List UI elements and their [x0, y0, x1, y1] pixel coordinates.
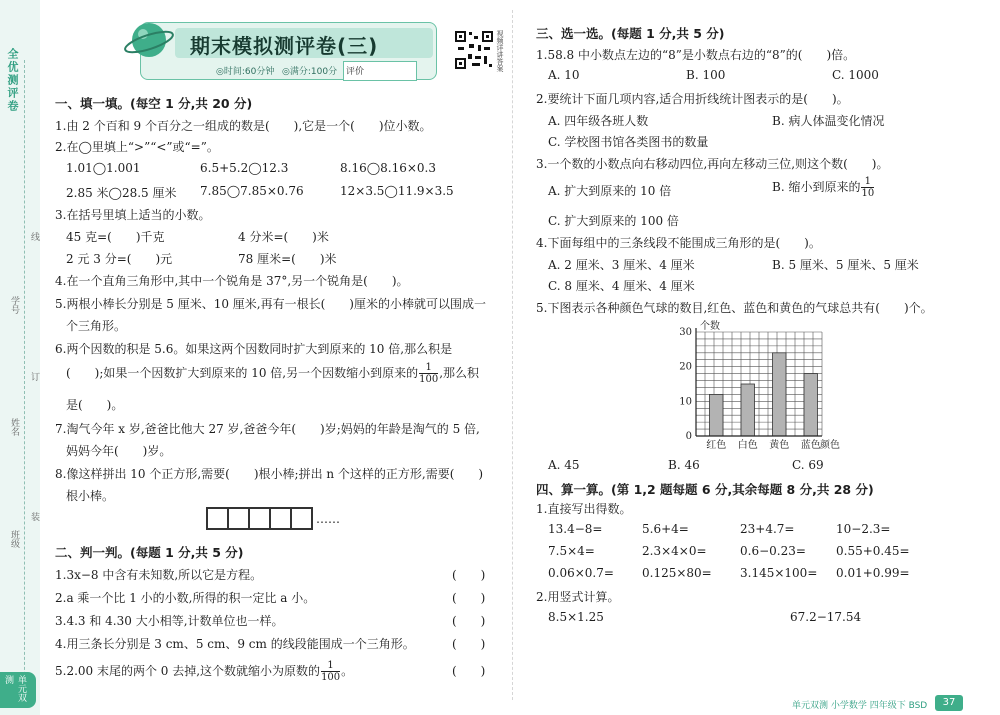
q1-2-item-2: 6.5+5.2◯12.3 — [200, 161, 289, 175]
square — [269, 507, 292, 530]
bar-红色 — [710, 394, 724, 436]
mc-q1-opt-c[interactable]: C. 1000 — [832, 68, 879, 82]
planet-icon — [123, 14, 175, 66]
tf-answer-2[interactable]: ( ) — [452, 591, 486, 605]
tf-item-5: 5.2.00 末尾的两个 0 去掉,这个数就缩小为原数的 $\frac{1}{100}$ 。 — [55, 660, 354, 683]
mc-q3-opt-b[interactable]: B. 缩小到原来的 $\frac{1}{10}$ — [772, 176, 875, 199]
vertical-calc-2: 67.2−17.54 — [790, 610, 862, 624]
name-field-label: 姓名 — [9, 418, 19, 436]
series-badge — [0, 672, 36, 708]
squares-ellipsis: …… — [316, 512, 340, 526]
x-tick-label: 蓝色 — [800, 440, 821, 451]
fraction-one-hundredth: $\frac{1}{100}$ — [419, 362, 439, 385]
y-tick-label: 20 — [679, 361, 692, 373]
page-title: 期末模拟测评卷(三) — [190, 34, 379, 58]
tf-item-4: 4.用三条长分别是 3 cm、5 cm、9 cm 的线段能围成一个三角形。 — [55, 637, 415, 651]
mc-q4: 4.下面每组中的三条线段不能围成三角形的是( )。 — [536, 236, 821, 250]
calc-2-4: 0.55+0.45= — [836, 544, 910, 558]
bar-白色 — [741, 384, 755, 436]
mc-q2: 2.要统计下面几项内容,适合用折线统计图表示的是( )。 — [536, 92, 849, 106]
q1-3-item-3: 2 元 3 分=( )元 — [66, 252, 173, 266]
q1-5-line-2: 个三角形。 — [66, 319, 127, 333]
class-field-label: 班级 — [9, 530, 19, 548]
x-tick-label: 红色 — [706, 440, 727, 451]
q1-6-line-3: 是( )。 — [66, 398, 124, 412]
badge-text: 单元双测 — [3, 675, 26, 702]
section-3-title: 三、选一选。(每题 1 分,共 5 分) — [536, 26, 725, 41]
x-axis-label: 颜色 — [820, 440, 840, 451]
mc-q4-opt-a[interactable]: A. 2 厘米、3 厘米、4 厘米 — [548, 258, 695, 272]
calc-1-4: 10−2.3= — [836, 522, 891, 536]
q1-3-item-4: 78 厘米=( )米 — [238, 252, 337, 266]
q1-2-item-6: 12×3.5◯11.9×3.5 — [340, 184, 454, 198]
calc-q2: 2.用竖式计算。 — [536, 590, 620, 604]
calc-3-2: 0.125×80= — [642, 566, 712, 580]
y-tick-label: 0 — [685, 431, 692, 442]
mc-q3-opt-c[interactable]: C. 扩大到原来的 100 倍 — [548, 214, 679, 228]
bar-黄色 — [773, 353, 787, 436]
q1-8-line-2: 根小棒。 — [66, 489, 115, 503]
calc-2-1: 7.5×4= — [548, 544, 595, 558]
mc-q2-opt-c[interactable]: C. 学校图书馆各类图书的数量 — [548, 135, 709, 149]
footer-text: 单元双测 小学数学 四年级下 BSD — [792, 701, 928, 711]
calc-2-2: 2.3×4×0= — [642, 544, 707, 558]
full-score: ◎满分:100分 — [282, 67, 338, 77]
q1-6-line-2: ( );如果一个因数扩大到原来的 10 倍,另一个因数缩小到原来的 $\frac{1}{100}$ ,那么积 — [66, 362, 480, 385]
fraction-one-hundredth: $\frac{1}{100}$ — [321, 660, 341, 683]
calc-1-2: 5.6+4= — [642, 522, 689, 536]
balloon-bar-chart — [670, 318, 850, 454]
vertical-calc-1: 8.5×1.25 — [548, 610, 604, 624]
calc-1-3: 23+4.7= — [740, 522, 795, 536]
x-tick-label: 黄色 — [769, 440, 790, 451]
q1-3-item-2: 4 分米=( )米 — [238, 230, 329, 244]
calc-2-3: 0.6−0.23= — [740, 544, 806, 558]
square — [227, 507, 250, 530]
tf-item-2: 2.a 乘一个比 1 小的小数,所得的积一定比 a 小。 — [55, 591, 316, 605]
q1-2-item-5: 7.85◯7.85×0.76 — [200, 184, 304, 198]
y-tick-label: 10 — [679, 396, 692, 408]
mc-q4-opt-b[interactable]: B. 5 厘米、5 厘米、5 厘米 — [772, 258, 919, 272]
q1-3: 3.在括号里填上适当的小数。 — [55, 208, 211, 222]
q1-2-item-4: 2.85 米◯28.5 厘米 — [66, 186, 177, 200]
square — [290, 507, 313, 530]
q1-5-line-1: 5.两根小棒长分别是 5 厘米、10 厘米,再有一根长( )厘米的小棒就可以围成一 — [55, 297, 486, 311]
bar-蓝色 — [804, 374, 818, 436]
qr-code-icon[interactable] — [454, 30, 494, 70]
column-divider — [512, 10, 513, 700]
page-number: 37 — [935, 695, 963, 711]
tf-answer-1[interactable]: ( ) — [452, 568, 486, 582]
y-tick-label: 30 — [679, 327, 692, 338]
fraction-one-tenth: $\frac{1}{10}$ — [861, 176, 875, 199]
tf-answer-4[interactable]: ( ) — [452, 637, 486, 651]
mc-q5-opt-a[interactable]: A. 45 — [548, 458, 580, 472]
calc-1-1: 13.4−8= — [548, 522, 603, 536]
mc-q5: 5.下图表示各种颜色气球的数目,红色、蓝色和黄色的气球总共有( )个。 — [536, 301, 933, 315]
q1-4: 4.在一个直角三角形中,其中一个锐角是 37°,另一个锐角是( )。 — [55, 274, 409, 288]
cut-mark-1: 装 — [29, 512, 39, 521]
tf-answer-3[interactable]: ( ) — [452, 614, 486, 628]
mc-q1-opt-a[interactable]: A. 10 — [548, 68, 580, 82]
calc-q1: 1.直接写出得数。 — [536, 502, 632, 516]
y-axis-label: 个数 — [700, 321, 720, 332]
calc-3-3: 3.145×100= — [740, 566, 818, 580]
q1-8-line-1: 8.像这样拼出 10 个正方形,需要( )根小棒;拼出 n 个这样的正方形,需要( ) — [55, 467, 484, 481]
tf-item-3: 3.4.3 和 4.30 大小相等,计数单位也一样。 — [55, 614, 284, 628]
mc-q3: 3.一个数的小数点向右移动四位,再向左移动三位,则这个数( )。 — [536, 157, 889, 171]
qr-label: 视频详讲答案 — [496, 30, 504, 72]
square — [248, 507, 271, 530]
cut-mark-2: 订 — [29, 372, 39, 381]
mc-q5-opt-b[interactable]: B. 46 — [668, 458, 700, 472]
calc-3-4: 0.01+0.99= — [836, 566, 910, 580]
mc-q2-opt-b[interactable]: B. 病人体温变化情况 — [772, 114, 885, 128]
mc-q1-opt-b[interactable]: B. 100 — [686, 68, 726, 82]
mc-q5-opt-c[interactable]: C. 69 — [792, 458, 824, 472]
q1-7-line-2: 妈妈今年( )岁。 — [66, 444, 172, 458]
student-id-field-label: 学号 — [9, 296, 19, 314]
q1-1: 1.由 2 个百和 9 个百分之一组成的数是( ),它是一个( )位小数。 — [55, 119, 432, 133]
calc-3-1: 0.06×0.7= — [548, 566, 614, 580]
q1-6-line-1: 6.两个因数的积是 5.6。如果这两个因数同时扩大到原来的 10 倍,那么积是 — [55, 342, 453, 356]
score-label: 评价 — [346, 67, 365, 77]
square — [206, 507, 229, 530]
q1-2-item-1: 1.01◯1.001 — [66, 161, 141, 175]
section-1-title: 一、填一填。(每空 1 分,共 20 分) — [55, 96, 253, 111]
mc-q4-opt-c[interactable]: C. 8 厘米、4 厘米、4 厘米 — [548, 279, 695, 293]
mc-q3-opt-a[interactable]: A. 扩大到原来的 10 倍 — [548, 184, 672, 198]
mc-q1: 1.58.8 中小数点左边的“8”是小数点右边的“8”的( )倍。 — [536, 48, 856, 62]
cut-mark-3: 线 — [29, 232, 39, 241]
q1-2-item-3: 8.16◯8.16×0.3 — [340, 161, 437, 175]
time-limit: ◎时间:60分钟 — [216, 67, 275, 77]
section-4-title: 四、算一算。(第 1,2 题每题 6 分,其余每题 8 分,共 28 分) — [536, 482, 874, 497]
tf-answer-5[interactable]: ( ) — [452, 664, 486, 678]
series-title: 全优测评卷 — [6, 48, 19, 113]
x-tick-label: 白色 — [737, 440, 758, 451]
cut-line — [24, 60, 25, 700]
tf-item-1: 1.3x−8 中含有未知数,所以它是方程。 — [55, 568, 263, 582]
section-2-title: 二、判一判。(每题 1 分,共 5 分) — [55, 545, 244, 560]
q1-3-item-1: 45 克=( )千克 — [66, 230, 165, 244]
q1-7-line-1: 7.淘气今年 x 岁,爸爸比他大 27 岁,爸爸今年( )岁;妈妈的年龄是淘气的 5 倍, — [55, 422, 480, 436]
q1-2: 2.在◯里填上“>”“<”或“=”。 — [55, 140, 219, 154]
mc-q2-opt-a[interactable]: A. 四年级各班人数 — [548, 114, 649, 128]
